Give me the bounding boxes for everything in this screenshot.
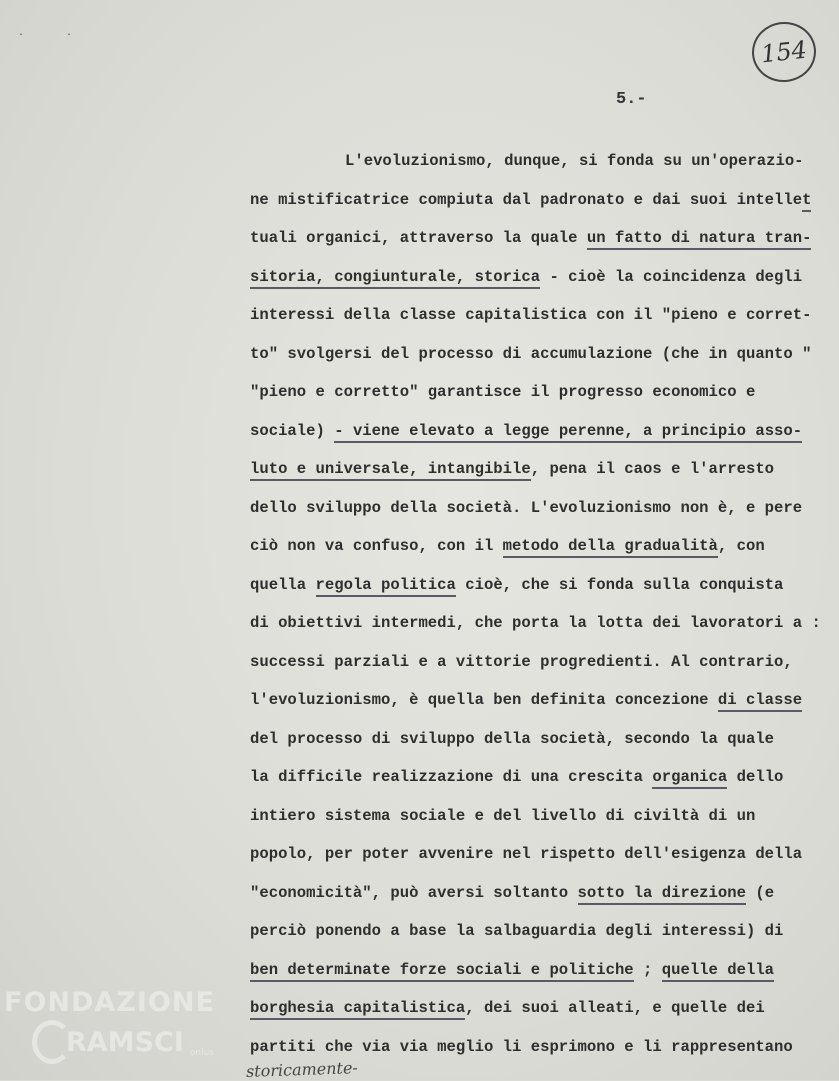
underlined-phrase: un fatto di natura tran- — [587, 229, 812, 250]
scan-specks: · · — [18, 30, 91, 41]
text-line — [250, 339, 839, 378]
folio-stamp — [749, 19, 819, 85]
text-line — [250, 300, 839, 339]
text-line — [250, 377, 839, 416]
page-number: 5.- — [616, 90, 647, 109]
typewritten-body — [250, 146, 839, 1070]
text-segment: "economicità", può aversi soltanto — [250, 883, 578, 902]
underlined-phrase: metodo della gradualità — [503, 537, 718, 558]
text-line — [250, 724, 839, 763]
text-line — [250, 916, 839, 955]
text-segment: dello sviluppo della società. L'evoluzionismo non è, e pere — [250, 498, 803, 517]
underlined-phrase: - viene elevato a legge perenne, a principio asso- — [334, 422, 802, 443]
text-line — [250, 416, 839, 455]
text-line — [250, 146, 839, 185]
text-segment: ne mistificatrice compiuta dal padronato e dai suoi intelle — [250, 190, 803, 209]
text-line — [250, 454, 839, 493]
handwritten-note: storicamente- — [245, 1058, 359, 1081]
text-line — [250, 955, 839, 994]
watermark-suffix: onlus — [189, 1048, 214, 1058]
text-line — [250, 223, 839, 262]
underlined-phrase: t — [802, 191, 811, 212]
text-segment: del processo di sviluppo della società, secondo la quale — [250, 729, 775, 748]
underlined-phrase: ben determinate forze sociali e politiche — [250, 961, 634, 982]
underlined-phrase: regola politica — [316, 576, 456, 597]
text-segment: la difficile realizzazione di una crescita — [250, 768, 653, 786]
text-segment: L'evoluzionismo, dunque, si fonda su un'operazio- — [345, 152, 804, 170]
text-segment: - cioè la coincidenza degli — [540, 267, 803, 286]
text-segment: (e — [745, 883, 775, 902]
text-line — [250, 839, 839, 878]
text-line — [250, 493, 839, 532]
text-segment: , pena il caos e l'arresto — [530, 460, 775, 478]
text-segment: quella — [250, 575, 316, 594]
text-segment: ciò non va confuso, con il — [250, 537, 503, 555]
underlined-phrase: organica — [652, 768, 727, 789]
text-segment: cioè, che si fonda sulla conquista — [455, 575, 784, 594]
text-line — [250, 185, 839, 224]
text-segment: ; — [633, 960, 662, 979]
text-line — [250, 262, 839, 301]
text-segment: , con — [717, 537, 765, 555]
text-segment: successi parziali e a vittorie progredienti. Al contrario, — [250, 652, 793, 671]
text-line — [250, 801, 839, 840]
text-segment: perciò ponendo a base la salbaguardia degli interessi) di — [250, 922, 784, 940]
fondazione-gramsci-watermark — [4, 988, 214, 1068]
underlined-phrase: quelle della — [662, 961, 774, 982]
text-line — [250, 878, 839, 917]
text-line — [250, 570, 839, 609]
text-line — [250, 762, 839, 801]
underlined-phrase: di classe — [718, 691, 802, 712]
folio-number: 154 — [759, 35, 809, 69]
text-segment: tuali organici, attraverso la quale — [250, 229, 587, 247]
text-line — [250, 531, 839, 570]
text-line — [250, 685, 839, 724]
text-segment: "pieno e corretto" garantisce il progresso economico e — [250, 383, 756, 401]
text-segment: , dei suoi alleati, e quelle dei — [465, 999, 765, 1017]
underlined-phrase: sitoria, congiunturale, storica — [250, 268, 540, 289]
underlined-phrase: sotto la direzione — [578, 884, 746, 905]
text-line — [250, 993, 839, 1032]
underlined-phrase: luto e universale, intangibile — [250, 460, 531, 481]
text-segment: dello — [727, 768, 784, 786]
watermark-line1: FONDAZIONE — [4, 987, 215, 1018]
text-segment: popolo, per poter avvenire nel rispetto dell'esigenza della — [250, 845, 803, 863]
text-segment: sociale) — [250, 421, 335, 440]
text-segment: intiero sistema sociale e del livello di civiltà di un — [250, 806, 756, 825]
text-segment: l'evoluzionismo, è quella ben definita concezione — [250, 691, 718, 709]
text-line — [250, 608, 839, 647]
watermark-line2: RAMSCI — [66, 1026, 184, 1058]
text-line — [250, 647, 839, 686]
text-segment: partiti che via via meglio li esprimono e li rappresentano — [250, 1037, 793, 1056]
text-segment: interessi della classe capitalistica con il "pieno e corret- — [250, 306, 812, 324]
text-segment: to" svolgersi del processo di accumulazione (che in quanto " — [250, 344, 812, 363]
underlined-phrase: borghesia capitalistica — [250, 999, 465, 1020]
text-segment: di obiettivi intermedi, che porta la lotta dei lavoratori a : — [250, 614, 821, 632]
